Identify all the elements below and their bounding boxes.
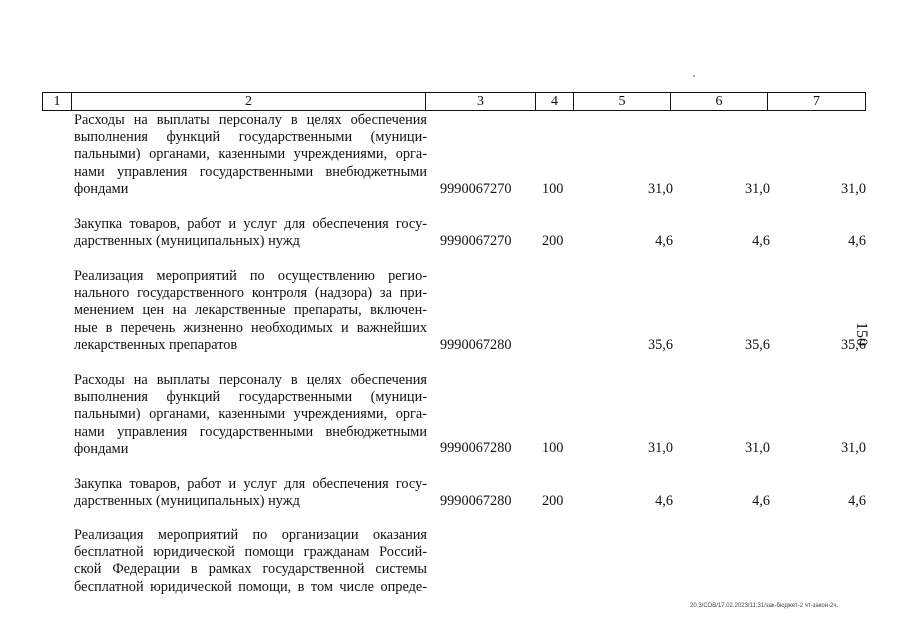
page-number: 150 xyxy=(853,322,870,346)
row-value-5: 35,6 xyxy=(647,337,673,353)
row-line: Расходы на выплаты персоналу в целях обеспечения xyxy=(74,372,427,388)
row-value-7: 35,6 xyxy=(840,337,866,353)
header-col-7: 7 xyxy=(767,93,866,110)
row-description xyxy=(74,216,427,250)
row-value-6: 4,6 xyxy=(752,493,770,509)
row-line: лекарственных препаратов xyxy=(74,336,238,353)
row-line: ные в перечень жизненно необходимых и важнейших xyxy=(74,319,427,336)
row-expense-type: 200 xyxy=(542,233,564,249)
row-value-5: 4,6 xyxy=(655,493,673,509)
header-col-2: 2 xyxy=(71,93,425,110)
row-description xyxy=(74,372,427,458)
header-col-4: 4 xyxy=(535,93,573,110)
row-description xyxy=(74,112,427,198)
scan-speck xyxy=(693,75,695,77)
row-line: Закупка товаров, работ и услуг для обеспечения госу- xyxy=(74,476,427,492)
row-line: дарственных (муниципальных) нужд xyxy=(74,233,300,250)
row-code: 9990067280 xyxy=(440,337,512,353)
row-line: Реализация мероприятий по организации оказания xyxy=(74,527,427,543)
row-description xyxy=(74,476,427,510)
row-expense-type: 200 xyxy=(542,493,564,509)
row-line: бесплатной юридической помощи, в том числе опреде- xyxy=(74,578,427,595)
row-value-7: 31,0 xyxy=(840,440,866,456)
header-col-5: 5 xyxy=(573,93,670,110)
row-line: нами управления государственными внебюджетными xyxy=(74,423,427,440)
row-code: 9990067280 xyxy=(440,440,512,456)
row-value-7: 31,0 xyxy=(840,181,866,197)
header-col-3: 3 xyxy=(425,93,535,110)
row-code: 9990067270 xyxy=(440,233,512,249)
row-line: нального государственного контроля (надзора) за при- xyxy=(74,285,427,302)
row-line: Расходы на выплаты персоналу в целях обеспечения xyxy=(74,112,427,128)
row-line: Закупка товаров, работ и услуг для обеспечения госу- xyxy=(74,216,427,232)
row-code: 9990067280 xyxy=(440,493,512,509)
row-value-7: 4,6 xyxy=(848,233,866,249)
row-line: менением цен на лекарственные препараты, включен- xyxy=(74,302,427,319)
row-line: Реализация мероприятий по осуществлению регио- xyxy=(74,268,427,284)
row-value-5: 31,0 xyxy=(647,440,673,456)
row-line: бесплатной юридической помощи гражданам Россий- xyxy=(74,544,427,561)
row-code: 9990067270 xyxy=(440,181,512,197)
row-value-6: 35,6 xyxy=(744,337,770,353)
row-line: пальными) органами, казенными учреждениями, орга- xyxy=(74,146,427,163)
document-footer: 20.3/СОВ/17.02.2023/11:31/зак-бюджет-2 чт-закон-2ч. xyxy=(690,603,839,609)
row-expense-type: 100 xyxy=(542,181,564,197)
row-line: пальными) органами, казенными учреждениями, орга- xyxy=(74,406,427,423)
row-value-6: 31,0 xyxy=(744,181,770,197)
row-line: ской Федерации в рамках государственной системы xyxy=(74,561,427,578)
row-line: нами управления государственными внебюджетными xyxy=(74,163,427,180)
row-value-5: 31,0 xyxy=(647,181,673,197)
row-expense-type: 100 xyxy=(542,440,564,456)
row-line: выполнения функций государственными (муници- xyxy=(74,389,427,406)
row-line: фондами xyxy=(74,440,129,457)
header-col-6: 6 xyxy=(670,93,767,110)
row-value-7: 4,6 xyxy=(848,493,866,509)
row-description xyxy=(74,527,427,596)
header-col-1: 1 xyxy=(42,93,71,110)
row-description xyxy=(74,268,427,354)
row-line: выполнения функций государственными (муници- xyxy=(74,129,427,146)
row-line: фондами xyxy=(74,180,129,197)
row-value-5: 4,6 xyxy=(655,233,673,249)
table-header xyxy=(42,92,866,111)
row-value-6: 4,6 xyxy=(752,233,770,249)
row-line: дарственных (муниципальных) нужд xyxy=(74,493,300,510)
row-value-6: 31,0 xyxy=(744,440,770,456)
